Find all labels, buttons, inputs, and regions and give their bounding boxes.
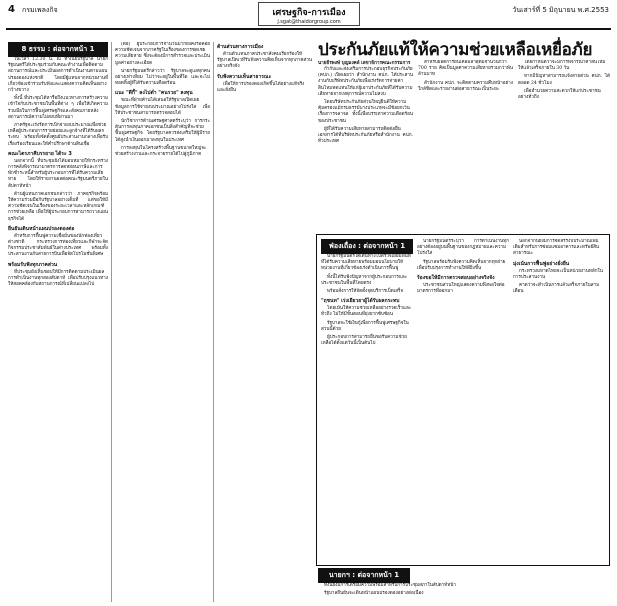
paragraph: ประชาชนส่วนใหญ่แสดงความพึงพอใจต่อมาตรการที่ออกมา	[417, 283, 505, 295]
masthead-title: เศรษฐกิจ-การเมือง	[272, 8, 346, 18]
paragraph: โดยเน้นให้ความช่วยเหลืออย่างรวดเร็วและทั่วถึง ไม่ให้มีขั้นตอนที่ยุ่งยากซับซ้อน	[321, 306, 412, 318]
paragraph: นายกรัฐมนตรีระบุว่า การดำเนินงานทุกอย่างต้องอยู่บนพื้นฐานของกฎหมายและความโปร่งใส	[417, 239, 509, 257]
boxed-col1	[321, 239, 413, 561]
paragraph: เพื่ออำนวยความสะดวกให้แก่ประชาชนอย่างทั่วถึง	[518, 88, 601, 101]
paragraph: กำกับและส่งเสริมการประกอบธุรกิจประกันภัย (คปภ.) เปิดเผยว่า สำนักงาน คปภ. ได้ประสานงานกับบริษัทประกันภัยเพื่อเร่งรัดการจ่ายค่าสินไหมทดแทนให้แก่ผู้เอาประกันภัยที่ได้รับความเสียหายจากเหตุการณ์ความไม่สงบ	[318, 67, 413, 97]
paragraph: คาดว่าจะดำเนินการแล้วเสร็จภายในสามเดือน	[513, 283, 600, 295]
page-header	[0, 0, 617, 36]
paragraph: ขณะที่ฝ่ายค้านได้เสนอให้รัฐบาลเปิดเผยข้อมูลการใช้จ่ายงบประมาณอย่างโปร่งใส เพื่อให้ประชาชนสามารถตรวจสอบได้	[115, 98, 210, 116]
paragraph: ด้านตัวแทนภาคประชาสังคมเรียกร้องให้รัฐบาลเปิดเวทีรับฟังความคิดเห็นจากทุกภาคส่วนอย่างจริงจัง	[217, 52, 312, 70]
paragraph: ทั้งนี้ ที่ประชุมได้หารือถึงแนวทางการสร้างความเข้าใจกับประชาชนในพื้นที่ต่าง ๆ เพื่อให้เกิดความร่วมมือในการฟื้นฟูเศรษฐกิจและสังคมภายหลังสถานการณ์ความไม่สงบที่ผ่านมา	[8, 96, 108, 120]
subhead: ต้านส่วนทางการเมือง	[217, 44, 264, 50]
paragraph: กระทรวงมหาดไทยจะเป็นหน่วยงานหลักในการประสานงาน	[513, 268, 603, 280]
main-article-col3	[518, 60, 610, 228]
subhead: "ฤชนท" เร่งเยียวยาผู้ได้รับผลกระทบ	[321, 298, 400, 305]
boxed-story	[316, 234, 610, 566]
main-article-col2	[418, 60, 513, 228]
paragraph: พร้อมสั่งการให้จัดตั้งจุดบริการเบ็ดเสร็จ	[327, 289, 404, 295]
paragraph: นอกจากนี้ยังมีการจัดสรรงบประมาณเพิ่มเติมสำหรับการซ่อมแซมอาคารและทรัพย์สินสาธารณะ	[513, 239, 600, 257]
paragraph: รัฐบาลจะใช้เงินกู้เพื่อการฟื้นฟูเศรษฐกิจในส่วนนี้ด้วย	[321, 320, 409, 332]
paragraph: โดยกำหนดว่าจะมีการพิจารณาค่าสินไหมให้แล้วเสร็จภายใน 30 วัน	[518, 60, 606, 72]
paragraph: รัฐบาลยืนยันจะเดินหน้าแผนปรองดองอย่างต่อเนื่อง	[324, 591, 424, 597]
paragraph: เพื่อให้การปรองดองเกิดขึ้นได้อย่างแท้จริงและยั่งยืน	[217, 81, 305, 93]
left-article	[8, 42, 108, 602]
middle-article-col2	[217, 42, 312, 602]
paragraph: (ต่อ) ผู้ประกอบการจำนวนมากยังคงรอคอยความชัดเจนจากภาครัฐในเรื่องของการชดเชยความเสียหาย ซึ่งจะต้องมีการสำรวจและประเมินมูลค่าอย่างละเอียด	[115, 42, 210, 66]
paragraph: รัฐบาลพร้อมรับฟังความคิดเห็นจากทุกฝ่ายเพื่อปรับปรุงการทำงานให้ดียิ่งขึ้น	[417, 259, 506, 271]
left-continued-label: 8 ธรรม : ต่อจากหน้า 1	[8, 42, 108, 57]
subhead: มุ่งเน้นการฟื้นฟูอย่างยั่งยืน	[513, 260, 570, 267]
paragraph: ภาครัฐจะเร่งรัดการเบิกจ่ายงบประมาณเพื่อช่วยเหลือผู้ประกอบการรายย่อยและลูกจ้างที่ได้รับผลกระทบ พร้อมทั้งจัดตั้งศูนย์ประสานงานกลางเพื่อรับเรื่องร้องเรียนและให้คำปรึกษาด้านสินเชื่อ	[8, 123, 108, 147]
masthead-url: j.sgat@thaidorgroup.com	[277, 19, 341, 25]
subhead: ร้องขอให้มีการตรวจสอบอย่างจริงจัง	[417, 275, 495, 282]
subhead: แนะ "ดีกี้" ลงไปต่ำ "คนรวย" ลงทุน	[115, 90, 193, 97]
issue-date: วันเสาร์ที่ 5 มิถุนายน พ.ศ.2553	[512, 6, 609, 14]
bottom-story-label: นายกฯ : ต่อจากหน้า 1	[318, 568, 410, 583]
column-rule	[111, 42, 112, 602]
paragraph: ด้านผู้แทนภาคเอกชนกล่าวว่า ภาคธุรกิจพร้อมให้ความร่วมมือกับรัฐบาลอย่างเต็มที่ แต่ขอให้มีความชัดเจนในเรื่องของระยะเวลาและหลักเกณฑ์การช่วยเหลือ เพื่อให้ผู้ประกอบการสามารถวางแผนธุรกิจได้	[8, 191, 108, 222]
paragraph: นายกรัฐมนตรีได้เดินทางไปตรวจเยี่ยมพื้นที่ที่ได้รับความเสียหายพร้อมมอบนโยบายให้หน่วยงานที่เกี่ยวข้องเร่งดำเนินการฟื้นฟู	[321, 254, 411, 272]
paragraph: สำนักงาน คปภ. จะติดตามความคืบหน้าอย่างใกล้ชิดและรายงานต่อสาธารณะเป็นระยะ	[418, 80, 513, 92]
paragraph: โดยบริษัทประกันภัยส่วนใหญ่ยินดีให้ความคุ้มครองแม้กรมธรรม์บางประเภทจะมีข้อยกเว้นเรื่องการจลาจล ทั้งนี้เพื่อบรรเทาความเดือดร้อนของประชาชน	[318, 100, 413, 124]
subhead: คณะไตรภาคีบรรยาย ได้ระ 3	[8, 150, 72, 157]
paragraph: ทั้งนี้ยังมีการเตรียมความพร้อมสำหรับการประชุมสภาในสัปดาห์หน้า	[324, 583, 456, 588]
subhead: รับฟังความเห็นสาธารณะ	[217, 73, 272, 80]
boxed-col3	[513, 239, 605, 561]
paragraph: สำหรับยอดการยื่นเคลมล่าสุดมีจำนวนกว่า 700 ราย คิดเป็นมูลค่าความเสียหายรวมกว่าพันล้านบาท	[418, 60, 513, 78]
boxed-story-label: ฟ่องเถื่อง : ต่อจากหน้า 1	[321, 239, 413, 254]
paragraph: นอกจากนี้ ที่ประชุมยังได้มอบหมายให้กระทรวงการคลังพิจารณามาตรการลดหย่อนภาษีและการพักชำระหนี้สำหรับผู้ประกอบการที่ได้รับความเสียหาย โดยให้รายงานผลต่อคณะรัฐมนตรีภายในสัปดาห์หน้า	[8, 158, 108, 189]
paragraph: นายกรัฐมนตรีกล่าวว่า รัฐบาลจะดูแลทุกคนอย่างเท่าเทียม ไม่ว่าจะอยู่ในพื้นที่ใด และจะไม่ทอดทิ้งผู้ที่ได้รับความเดือดร้อน	[115, 68, 210, 87]
boxed-col2	[417, 239, 509, 561]
paragraph: หากมีปัญหาสามารถแจ้งสายด่วน คปภ. ได้ตลอด 24 ชั่วโมง	[518, 74, 610, 86]
paragraph: ที่ประชุมยังเห็นชอบให้มีการติดตามประเมินผลการดำเนินงานทุกสองสัปดาห์ เพื่อปรับปรุงแนวทางให้สอดคล้องกับสถานการณ์ที่เปลี่ยนแปลงไป	[8, 269, 108, 288]
main-headline: ประกันภัยแท้ให้ความช่วยเหลือเหยื่อภัย	[318, 40, 593, 60]
subhead: ยืนยันเดินหน้าแผนปรองดองต่อ	[8, 225, 75, 232]
paragraph: นักวิชาการด้านเศรษฐศาสตร์ระบุว่า การกระตุ้นการลงทุนภาคเอกชนเป็นสิ่งสำคัญที่จะช่วยฟื้นฟูเศรษฐกิจ โดยรัฐบาลควรส่งเสริมให้ผู้มีรายได้สูงนำเงินออกมาลงทุนในประเทศ	[115, 119, 210, 143]
column-rule	[213, 42, 214, 602]
paragraph: ผู้ประกอบการสามารถยื่นขอรับความช่วยเหลือได้ตั้งแต่วันนี้เป็นต้นไป	[321, 335, 407, 347]
paragraph: ทั้งนี้ได้รับฟังปัญหาจากผู้ประกอบการและประชาชนในพื้นที่โดยตรง	[321, 274, 408, 286]
paragraph: ผู้ที่ได้รับความเสียหายสามารถติดต่อยื่นเอกสารได้ที่บริษัทประกันภัยหรือสำนักงาน คปภ. ทั่วประเทศ	[318, 126, 413, 145]
page-number: 4	[8, 4, 15, 15]
paragraph: สำหรับการฟื้นฟูความเชื่อมั่นของนักท่องเที่ยวต่างชาติ กระทรวงการท่องเที่ยวและกีฬาจะจัดกิจกรรมประชาสัมพันธ์ในต่างประเทศ พร้อมทั้งประสานงานกับสายการบินเพื่อจัดโปรโมชั่นพิเศษ	[8, 233, 108, 258]
header-rule	[6, 28, 611, 30]
middle-article-col1	[115, 42, 210, 602]
paragraph: ในเวลา 12.30 น. ณ ทำเนียบรัฐบาล นายกรัฐมนตรีได้ประชุมร่วมกับคณะทำงานเพื่อติดตามสถานการณ์และประเมินผลการดำเนินงานตามแผนปรองดองแห่งชาติ โดยมีผู้แทนจากหน่วยงานที่เกี่ยวข้องเข้าร่วมรับฟังและแสดงความคิดเห็นอย่างกว้างขวาง	[8, 57, 108, 94]
bottom-story	[318, 568, 608, 604]
masthead	[258, 2, 360, 26]
paragraph: การลงทุนในโครงสร้างพื้นฐานขนาดใหญ่จะช่วยสร้างงานและกระจายรายได้ไปสู่ภูมิภาค	[115, 145, 207, 158]
subhead: พร้อมรับฟังทุกภาคส่วน	[8, 261, 58, 268]
section-label: กรมเพลงกิจ	[22, 6, 58, 14]
byline: นายธีรพงษ์ บุญมงคล์ เลขาธิการคณะกรรมการ	[318, 61, 411, 66]
main-article-col1	[318, 60, 413, 228]
